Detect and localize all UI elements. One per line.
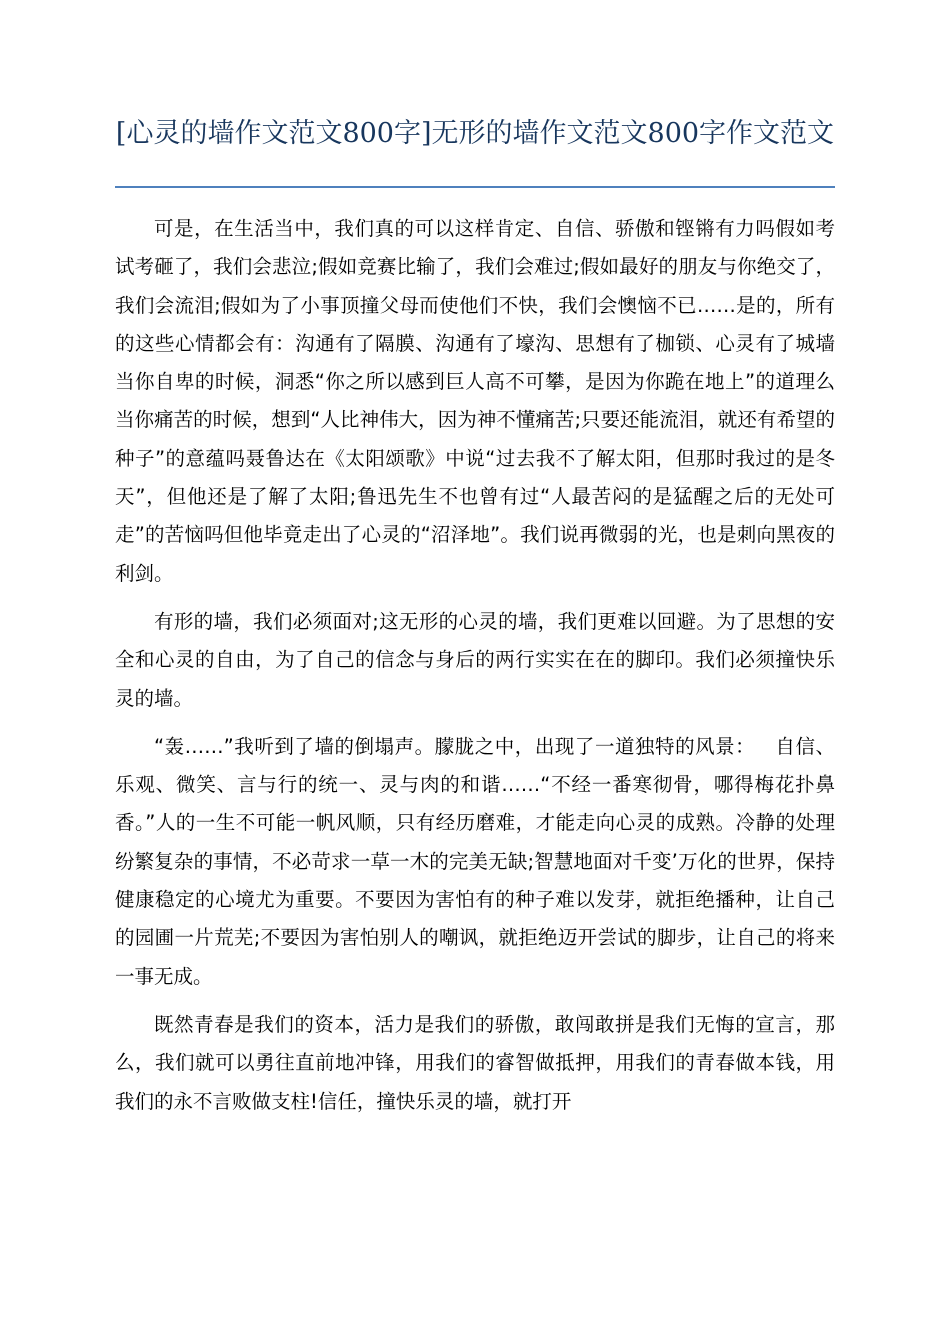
title-divider	[115, 186, 835, 188]
document-body	[115, 210, 835, 1131]
document-title: [心灵的墙作文范文800字]无形的墙作文范文800字作文范文	[115, 118, 835, 149]
paragraph-1: 可是，在生活当中，我们真的可以这样肯定、自信、骄傲和铿锵有力吗假如考试考砸了，我们会悲泣;假如竞赛比输了，我们会难过;假如最好的朋友与你绝交了，我们会流泪;假如为了小事顶撞父母而使他们不快，我们会懊恼不已……是的，所有的这些心情都会有：沟通有了隔膜、沟通有了壕沟、思想有了枷锁、心灵有了城墙当你自卑的时候，洞悉“你之所以感到巨人高不可攀，是因为你跪在地上”的道理么当你痛苦的时候，想到“人比神伟大，因为神不懂痛苦;只要还能流泪，就还有希望的种子”的意蕴吗聂鲁达在《太阳颂歌》中说“过去我不了解太阳，但那时我过的是冬天”，但他还是了解了太阳;鲁迅先生不也曾有过“人最苦闷的是猛醒之后的无处可走”的苦恼吗但他毕竟走出了心灵的“沼泽地”。我们说再微弱的光，也是刺向黑夜的利剑。	[115, 217, 835, 585]
paragraph-3: “轰……”我听到了墙的倒塌声。朦胧之中，出现了一道独特的风景： 自信、乐观、微笑、言与行的统一、灵与肉的和谐……“不经一番寒彻骨，哪得梅花扑鼻香。”人的一生不可能一帆风顺，只有经历磨难，才能走向心灵的成熟。冷静的处理纷繁复杂的事情，不必苛求一草一木的完美无缺;智慧地面对千变’万化的世界，保持健康稳定的心境尤为重要。不要因为害怕有的种子难以发芽，就拒绝播种，让自己的园圃一片荒芜;不要因为害怕别人的嘲讽，就拒绝迈开尝试的脚步，让自己的将来一事无成。	[115, 734, 835, 988]
paragraph-2: 有形的墙，我们必须面对;这无形的心灵的墙，我们更难以回避。为了思想的安全和心灵的自由，为了自己的信念与身后的两行实实在在的脚印。我们必须撞快乐灵的墙。	[115, 609, 835, 710]
paragraph-4: 既然青春是我们的资本，活力是我们的骄傲，敢闯敢拼是我们无悔的宣言，那么，我们就可以勇往直前地冲锋，用我们的睿智做抵押，用我们的青春做本钱，用我们的永不言败做支柱!信任，撞快乐灵的墙，就打开	[115, 1012, 835, 1113]
